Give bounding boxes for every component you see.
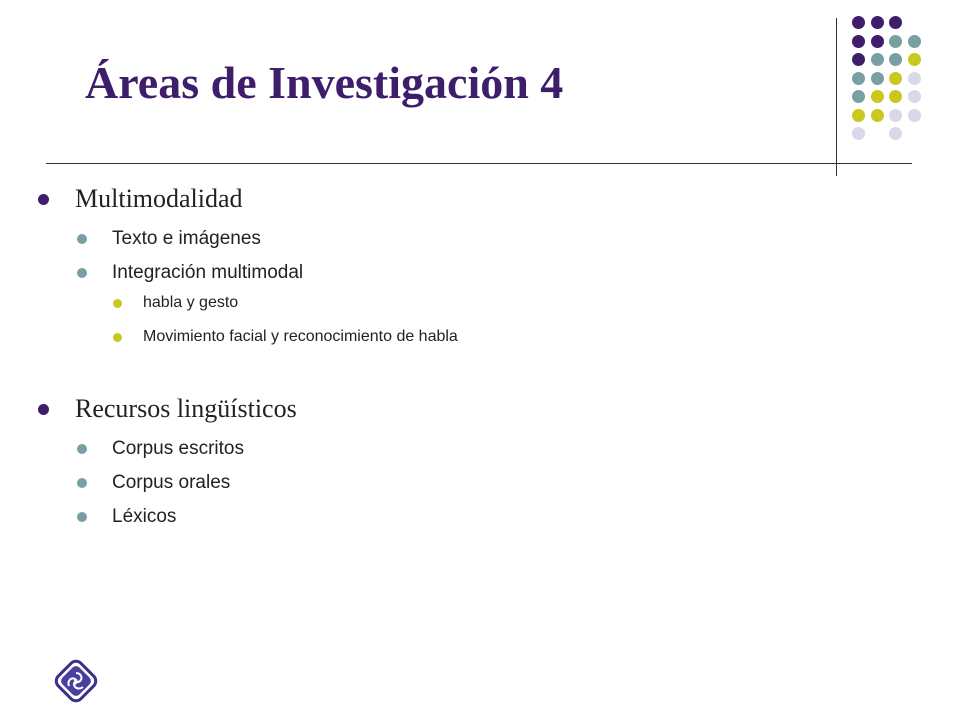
slide-title: Áreas de Investigación 4 xyxy=(85,57,564,108)
bullet-text: Integración multimodal xyxy=(112,262,304,283)
bullet-level2 xyxy=(77,438,244,460)
bullet-text: Corpus escritos xyxy=(112,438,244,459)
bullet-dot-icon xyxy=(113,333,122,342)
bullet-level1 xyxy=(38,394,297,424)
bullet-dot-icon xyxy=(38,194,49,205)
bullet-level3 xyxy=(113,294,238,312)
bullet-text: Corpus orales xyxy=(112,472,231,493)
bullet-dot-icon xyxy=(77,478,87,488)
bullet-dot-icon xyxy=(38,404,49,415)
bullet-dot-icon xyxy=(77,234,87,244)
bullet-level1 xyxy=(38,184,243,214)
bullet-level3 xyxy=(113,328,458,346)
bullet-text: Texto e imágenes xyxy=(112,228,261,249)
section-heading: Multimodalidad xyxy=(75,184,243,213)
bullet-text: Movimiento facial y reconocimiento de habla xyxy=(143,328,458,345)
bullet-level2 xyxy=(77,472,230,494)
bullet-dot-icon xyxy=(77,268,87,278)
bullet-dot-icon xyxy=(113,299,122,308)
bullet-level2 xyxy=(77,262,303,284)
bullet-text: habla y gesto xyxy=(143,294,239,311)
bullet-level2 xyxy=(77,228,261,250)
bullet-text: Léxicos xyxy=(112,506,177,527)
section-heading: Recursos lingüísticos xyxy=(75,394,297,423)
bullet-dot-icon xyxy=(77,444,87,454)
triskelion-emblem-icon xyxy=(50,655,102,707)
bullet-dot-icon xyxy=(77,512,87,522)
bullet-level2 xyxy=(77,506,176,528)
